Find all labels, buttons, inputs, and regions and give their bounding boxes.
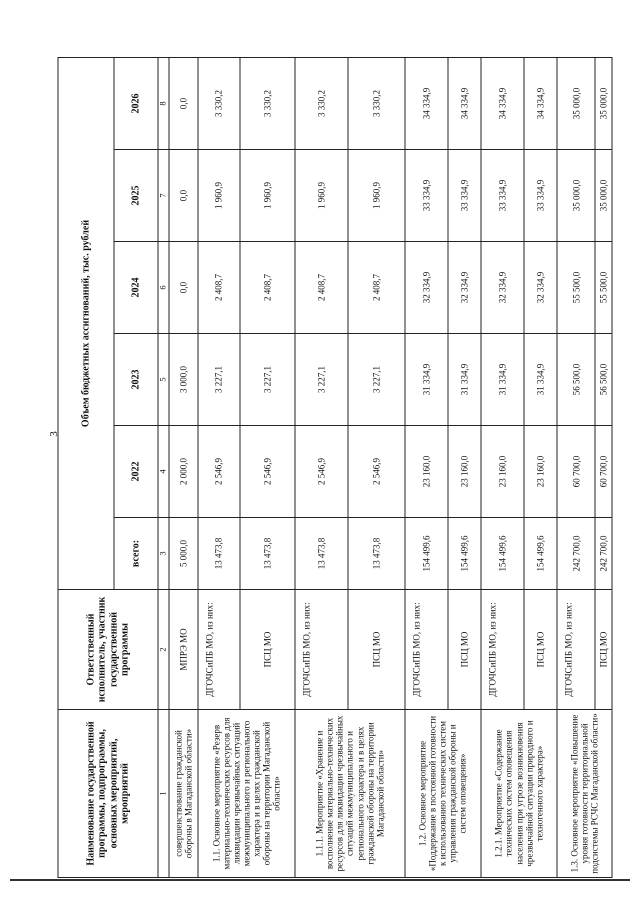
column-number: 1 xyxy=(158,710,169,878)
cell-value: 23 160,0 xyxy=(481,426,524,518)
cell-value: 13 473,8 xyxy=(240,518,295,590)
cell-value: 0,0 xyxy=(169,150,198,242)
cell-value: 35 000,0 xyxy=(557,150,595,242)
cell-value: 242 700,0 xyxy=(557,518,595,590)
cell-value: 0,0 xyxy=(169,57,198,149)
row-executor: ПСЦ МО xyxy=(240,590,295,710)
cell-value: 23 160,0 xyxy=(524,426,557,518)
bottom-rule xyxy=(10,879,630,881)
cell-value: 35 000,0 xyxy=(595,150,612,242)
budget-table xyxy=(58,57,613,878)
cell-value: 13 473,8 xyxy=(198,518,241,590)
row-name: 1.3. Основное мероприятие «Повышение уровня готовности территориальной подсистемы РСЧС Магаданской области» xyxy=(557,710,612,878)
cell-value: 3 330,2 xyxy=(348,57,405,149)
cell-value: 1 960,9 xyxy=(348,150,405,242)
header-year: 2023 xyxy=(114,334,158,426)
header-year: 2026 xyxy=(114,57,158,149)
cell-value: 5 000,0 xyxy=(169,518,198,590)
table-row xyxy=(405,57,448,877)
column-number: 7 xyxy=(158,150,169,242)
column-numbers-row xyxy=(158,57,169,877)
cell-value: 55 500,0 xyxy=(595,242,612,334)
row-name: 1.2. Основное мероприятие «Поддержание в постоянной готовности к использованию технических систем управления гражданской обороны и систем оповещения» xyxy=(405,710,481,878)
column-number: 4 xyxy=(158,426,169,518)
cell-value: 34 334,9 xyxy=(405,57,448,149)
row-executor: ПСЦ МО xyxy=(348,590,405,710)
cell-value: 13 473,8 xyxy=(295,518,347,590)
row-name: 1.2.1. Мероприятие «Содержание технических систем оповещения населения при угрозе возникновения чрезвычайной ситуации природного и техногенного характера» xyxy=(481,710,557,878)
cell-value: 32 334,9 xyxy=(448,242,481,334)
row-executor: ПСЦ МО xyxy=(524,590,557,710)
page-number: 3 xyxy=(48,431,60,437)
rotated-table-container xyxy=(58,58,613,878)
cell-value: 60 700,0 xyxy=(557,426,595,518)
cell-value: 32 334,9 xyxy=(481,242,524,334)
cell-value: 2 000,0 xyxy=(169,426,198,518)
header-name: Наименование государственной программы, подпрограммы, основных мероприятий, мероприятий xyxy=(58,710,158,878)
cell-value: 34 334,9 xyxy=(448,57,481,149)
row-executor: ДГОЧСиПБ МО, из них: xyxy=(557,590,595,710)
row-executor: ДГОЧСиПБ МО, из них: xyxy=(481,590,524,710)
header-year: 2024 xyxy=(114,242,158,334)
cell-value: 3 000,0 xyxy=(169,334,198,426)
column-number: 3 xyxy=(158,518,169,590)
cell-value: 3 227,1 xyxy=(348,334,405,426)
cell-value: 2 546,9 xyxy=(348,426,405,518)
header-total: всего: xyxy=(114,518,158,590)
cell-value: 31 334,9 xyxy=(524,334,557,426)
cell-value: 23 160,0 xyxy=(448,426,481,518)
header-year: 2022 xyxy=(114,426,158,518)
column-number: 8 xyxy=(158,57,169,149)
column-number: 2 xyxy=(158,590,169,710)
cell-value: 1 960,9 xyxy=(240,150,295,242)
cell-value: 2 408,7 xyxy=(240,242,295,334)
cell-value: 35 000,0 xyxy=(595,57,612,149)
row-executor: ДГОЧСиПБ МО, из них: xyxy=(295,590,347,710)
row-name: совершенствование гражданской обороны в Магаданской области» xyxy=(169,710,198,878)
column-number: 5 xyxy=(158,334,169,426)
cell-value: 3 330,2 xyxy=(198,57,241,149)
cell-value: 0,0 xyxy=(169,242,198,334)
row-name: 1.1. Основное мероприятие «Резерв материально-технических ресурсов для ликвидации чрезвычайных ситуаций межмуниципального и регионального характера и в целях гражданской обороны на территории Магаданской области» xyxy=(198,710,296,878)
cell-value: 3 227,1 xyxy=(240,334,295,426)
cell-value: 32 334,9 xyxy=(524,242,557,334)
cell-value: 31 334,9 xyxy=(405,334,448,426)
header-budget: Объем бюджетных ассигнований, тыс. рублей xyxy=(58,57,114,589)
cell-value: 33 334,9 xyxy=(405,150,448,242)
cell-value: 2 546,9 xyxy=(295,426,347,518)
cell-value: 13 473,8 xyxy=(348,518,405,590)
cell-value: 56 500,0 xyxy=(557,334,595,426)
row-executor: ПСЦ МО xyxy=(595,590,612,710)
cell-value: 31 334,9 xyxy=(448,334,481,426)
table-row xyxy=(295,57,347,877)
cell-value: 1 960,9 xyxy=(198,150,241,242)
cell-value: 2 546,9 xyxy=(198,426,241,518)
table-row xyxy=(557,57,595,877)
cell-value: 154 499,6 xyxy=(524,518,557,590)
cell-value: 154 499,6 xyxy=(448,518,481,590)
table-row xyxy=(198,57,241,877)
row-executor: ДГОЧСиПБ МО, из них: xyxy=(405,590,448,710)
cell-value: 154 499,6 xyxy=(481,518,524,590)
header-executor: Ответственный исполнитель, участник государственной программы xyxy=(58,590,158,710)
cell-value: 3 227,1 xyxy=(295,334,347,426)
cell-value: 1 960,9 xyxy=(295,150,347,242)
cell-value: 2 408,7 xyxy=(348,242,405,334)
cell-value: 33 334,9 xyxy=(481,150,524,242)
cell-value: 31 334,9 xyxy=(481,334,524,426)
cell-value: 3 330,2 xyxy=(295,57,347,149)
cell-value: 55 500,0 xyxy=(557,242,595,334)
table-row xyxy=(169,57,198,877)
row-executor: ПСЦ МО xyxy=(448,590,481,710)
cell-value: 2 408,7 xyxy=(295,242,347,334)
row-executor: ДГОЧСиПБ МО, из них: xyxy=(198,590,241,710)
cell-value: 34 334,9 xyxy=(524,57,557,149)
cell-value: 3 330,2 xyxy=(240,57,295,149)
row-name: 1.1.1. Мероприятие «Хранение и восполнение материально-технических ресурсов для ликвидации чрезвычайных ситуаций межмуниципального и регионального характера и в целях гражданской обороны на территории Магаданской области» xyxy=(295,710,405,878)
cell-value: 2 546,9 xyxy=(240,426,295,518)
cell-value: 32 334,9 xyxy=(405,242,448,334)
cell-value: 242 700,0 xyxy=(595,518,612,590)
cell-value: 35 000,0 xyxy=(557,57,595,149)
cell-value: 34 334,9 xyxy=(481,57,524,149)
table-row xyxy=(481,57,524,877)
cell-value: 3 227,1 xyxy=(198,334,241,426)
column-number: 6 xyxy=(158,242,169,334)
cell-value: 154 499,6 xyxy=(405,518,448,590)
cell-value: 2 408,7 xyxy=(198,242,241,334)
cell-value: 33 334,9 xyxy=(448,150,481,242)
header-year: 2025 xyxy=(114,150,158,242)
cell-value: 33 334,9 xyxy=(524,150,557,242)
cell-value: 23 160,0 xyxy=(405,426,448,518)
cell-value: 56 500,0 xyxy=(595,334,612,426)
row-executor: МПРЭ МО xyxy=(169,590,198,710)
cell-value: 60 700,0 xyxy=(595,426,612,518)
